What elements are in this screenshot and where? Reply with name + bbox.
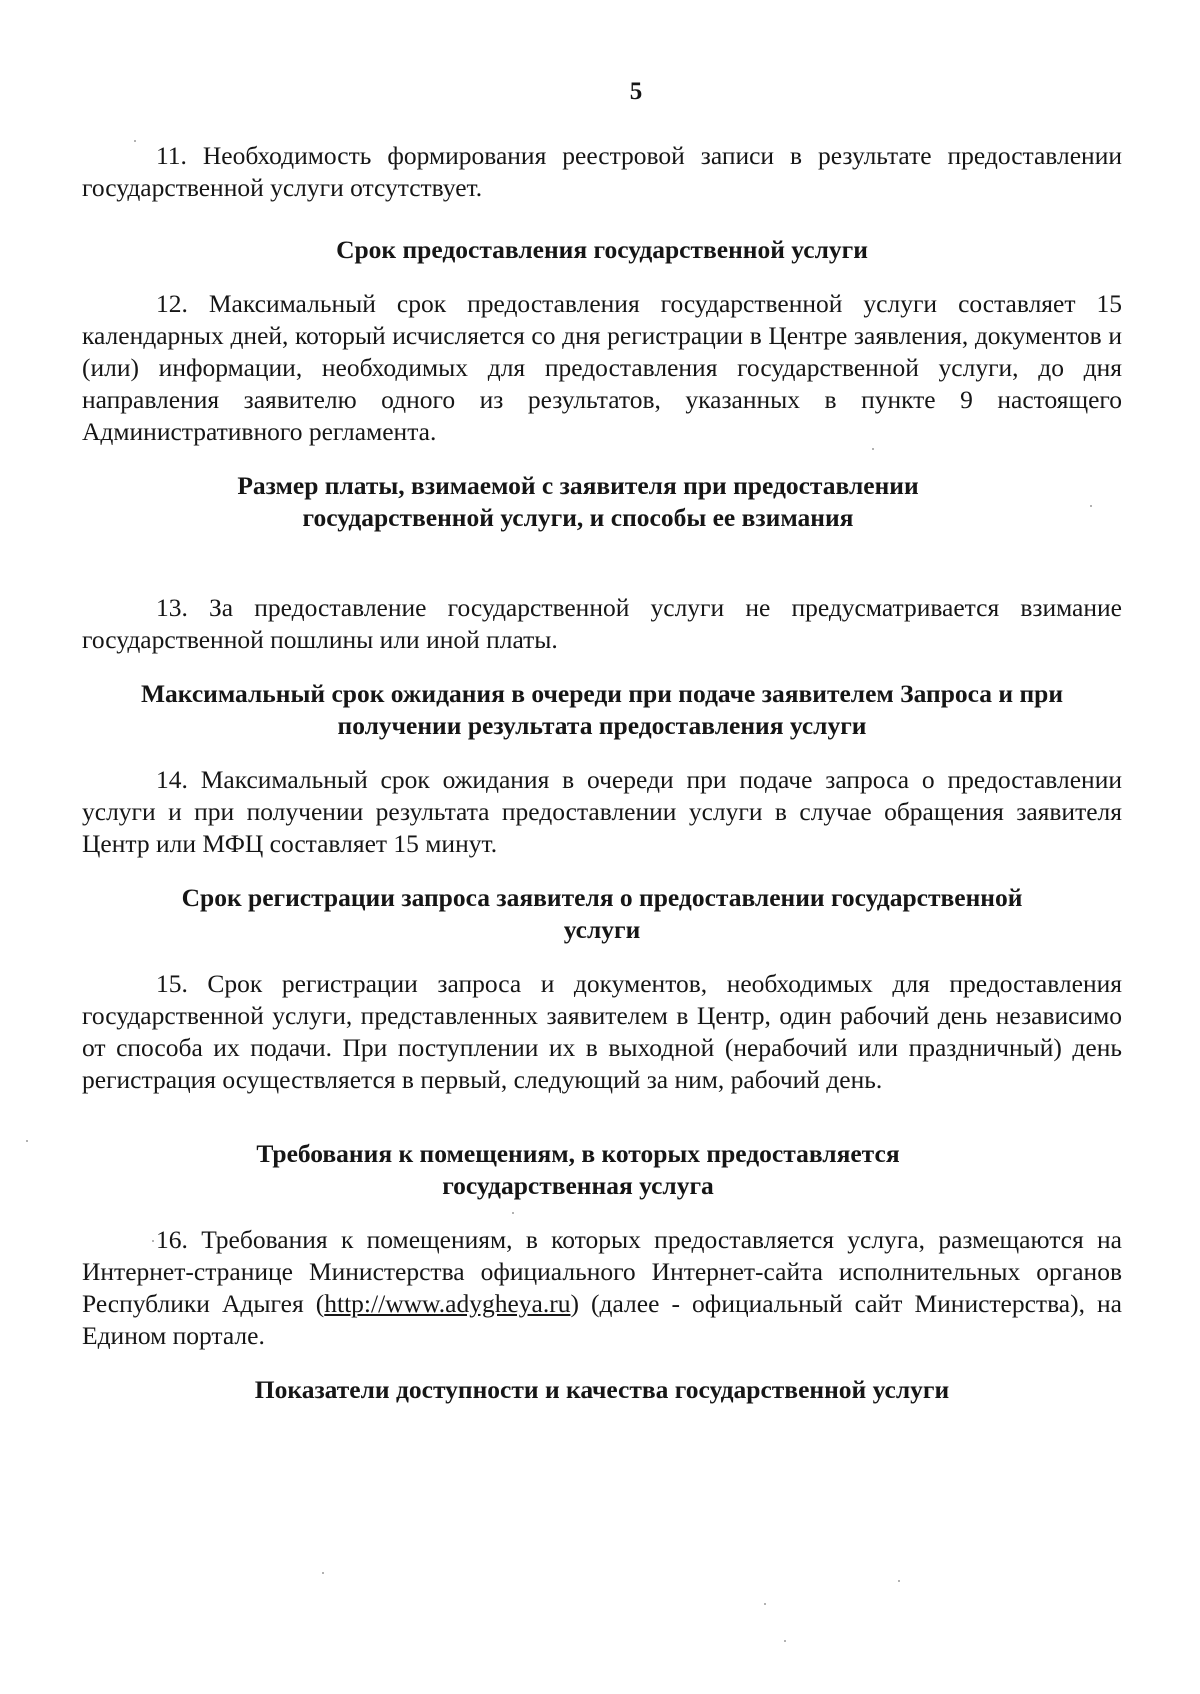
heading-queue-time-line-1: Максимальный срок ожидания в очереди при подаче заявителем Запроса и при <box>140 679 1064 708</box>
heading-accessibility-quality: Показатели доступности и качества государственной услуги <box>254 1375 950 1404</box>
scan-speck <box>512 1212 514 1214</box>
scan-speck <box>784 1640 786 1642</box>
scan-speck <box>898 1580 900 1582</box>
heading-premises-line-1: Требования к помещениям, в которых предоставляется <box>256 1139 900 1168</box>
ministry-site-link[interactable]: http://www.adygheya.ru <box>324 1289 571 1318</box>
heading-premises-line-2: государственная услуга <box>442 1171 714 1200</box>
scan-speck <box>26 1140 28 1142</box>
scan-speck <box>134 140 136 142</box>
heading-premises <box>82 1138 1122 1202</box>
scan-speck <box>1090 505 1092 507</box>
paragraph-11: 11. Необходимость формирования реестровой записи в результате предоставлении государственной услуги отсутствует. <box>82 141 1122 202</box>
paragraph-16 <box>82 1224 1122 1352</box>
heading-fee <box>82 470 1122 534</box>
paragraph-13: 13. За предоставление государственной услуги не предусматривается взимание государственной пошлины или иной платы. <box>82 593 1122 654</box>
paragraph-16-text-end: ) (далее - официальный сайт Министерства), на Едином портале. <box>82 1289 1123 1350</box>
heading-fee-line-1: Размер платы, взимаемой с заявителя при предоставлении <box>237 471 919 500</box>
scan-speck <box>872 448 874 450</box>
heading-registration-term-line-1: Срок регистрации запроса заявителя о предоставлении государственной <box>181 883 1023 912</box>
heading-registration-term <box>82 882 1122 946</box>
heading-queue-time <box>82 678 1122 742</box>
scan-speck <box>764 1603 766 1605</box>
document-body <box>82 140 1122 1406</box>
scan-speck <box>152 1240 154 1242</box>
heading-registration-term-line-2: услуги <box>563 915 641 944</box>
paragraph-16-text-start: 16. Требования к помещениям, в которых предоставляется услуга, размещаются на Интернет-странице Министерства официального Интернет-сайта исполнительных органов Республики Адыгея ( <box>82 1225 1122 1318</box>
paragraph-14: 14. Максимальный срок ожидания в очереди при подаче запроса о предоставлении услуги и при получении результата предоставлении услуги в случае обращения заявителя Центр или МФЦ составляет 15 минут. <box>82 765 1122 858</box>
heading-service-term: Срок предоставления государственной услуги <box>336 235 868 264</box>
page-number: 5 <box>629 78 643 105</box>
paragraph-15: 15. Срок регистрации запроса и документов, необходимых для предоставления государственной услуги, представленных заявителем в Центр, один рабочий день независимо от способа их подачи. При поступлении их в выходной (нерабочий или праздничный) день регистрация осуществляется в первый, следующий за ним, рабочий день. <box>82 969 1122 1094</box>
heading-queue-time-line-2: получении результата предоставления услуги <box>337 711 867 740</box>
paragraph-12: 12. Максимальный срок предоставления государственной услуги составляет 15 календарных дней, который исчисляется со дня регистрации в Центре заявления, документов и (или) информации, необходимых для предоставления государственной услуги, до дня направления заявителю одного из результатов, указанных в пункте 9 настоящего Административного регламента. <box>82 289 1122 446</box>
heading-fee-line-2: государственной услуги, и способы ее взимания <box>302 503 854 532</box>
scan-speck <box>322 1572 324 1574</box>
